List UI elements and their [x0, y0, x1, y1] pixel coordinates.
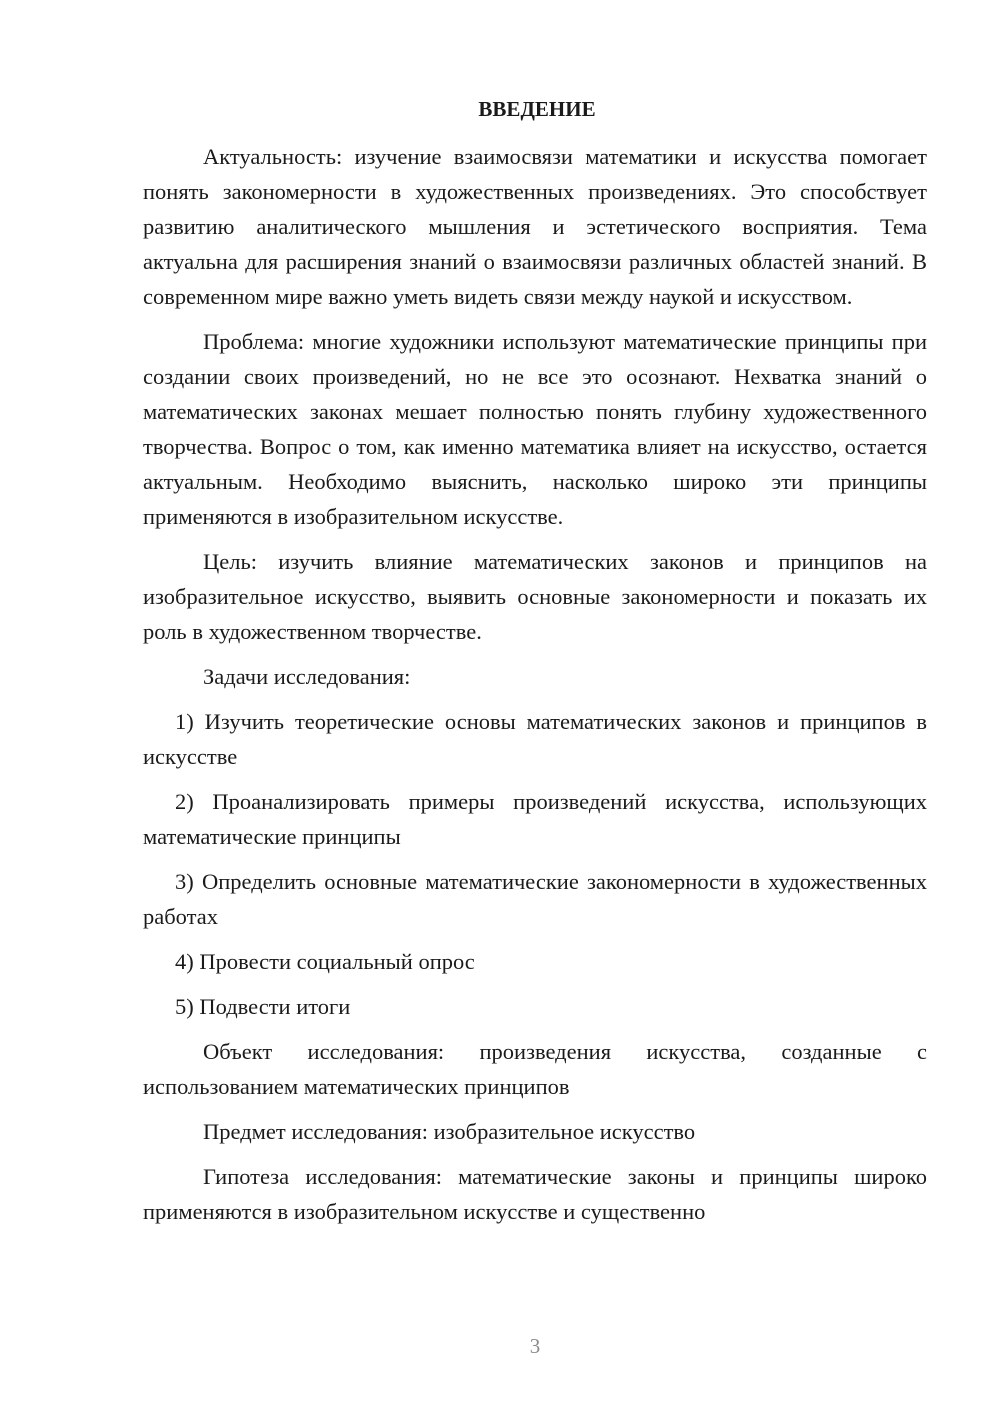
document-page: [143, 92, 927, 1229]
page-number: 3: [529, 1334, 541, 1358]
task-item: 3) Определить основные математические закономерности в художественных работах: [143, 869, 927, 929]
task-item: 2) Проанализировать примеры произведений искусства, использующих математические принципы: [143, 789, 927, 849]
relevance-paragraph: Актуальность: изучение взаимосвязи математики и искусства помогает понять закономерности в художественных произведениях. Это способствует развитию аналитического мышления и эстетического восприятия. Тема актуальна для расширения знаний о взаимосвязи различных областей знаний. В современном мире важно уметь видеть связи между наукой и искусством.: [143, 144, 927, 309]
task-item: 4) Провести социальный опрос: [175, 949, 475, 974]
hypothesis-paragraph: Гипотеза исследования: математические законы и принципы широко применяются в изобразительном искусстве и существенно: [143, 1164, 927, 1224]
task-item: 1) Изучить теоретические основы математических законов и принципов в искусстве: [143, 709, 927, 769]
subject-paragraph: Предмет исследования: изобразительное искусство: [203, 1119, 696, 1144]
task-item: 5) Подвести итоги: [175, 994, 351, 1019]
section-title: ВВЕДЕНИЕ: [478, 97, 596, 121]
problem-paragraph: Проблема: многие художники используют математические принципы при создании своих произведений, но не все это осознают. Нехватка знаний о математических законах мешает полностью понять глубину художественного творчества. Вопрос о том, как именно математика влияет на искусство, остается актуальным. Необходимо выяснить, насколько широко эти принципы применяются в изобразительном искусстве.: [143, 329, 927, 529]
tasks-heading: Задачи исследования:: [203, 664, 411, 689]
object-paragraph: Объект исследования: произведения искусства, созданные с использованием математических принципов: [143, 1039, 927, 1099]
goal-paragraph: Цель: изучить влияние математических законов и принципов на изобразительное искусство, выявить основные закономерности и показать их роль в художественном творчестве.: [143, 549, 927, 644]
